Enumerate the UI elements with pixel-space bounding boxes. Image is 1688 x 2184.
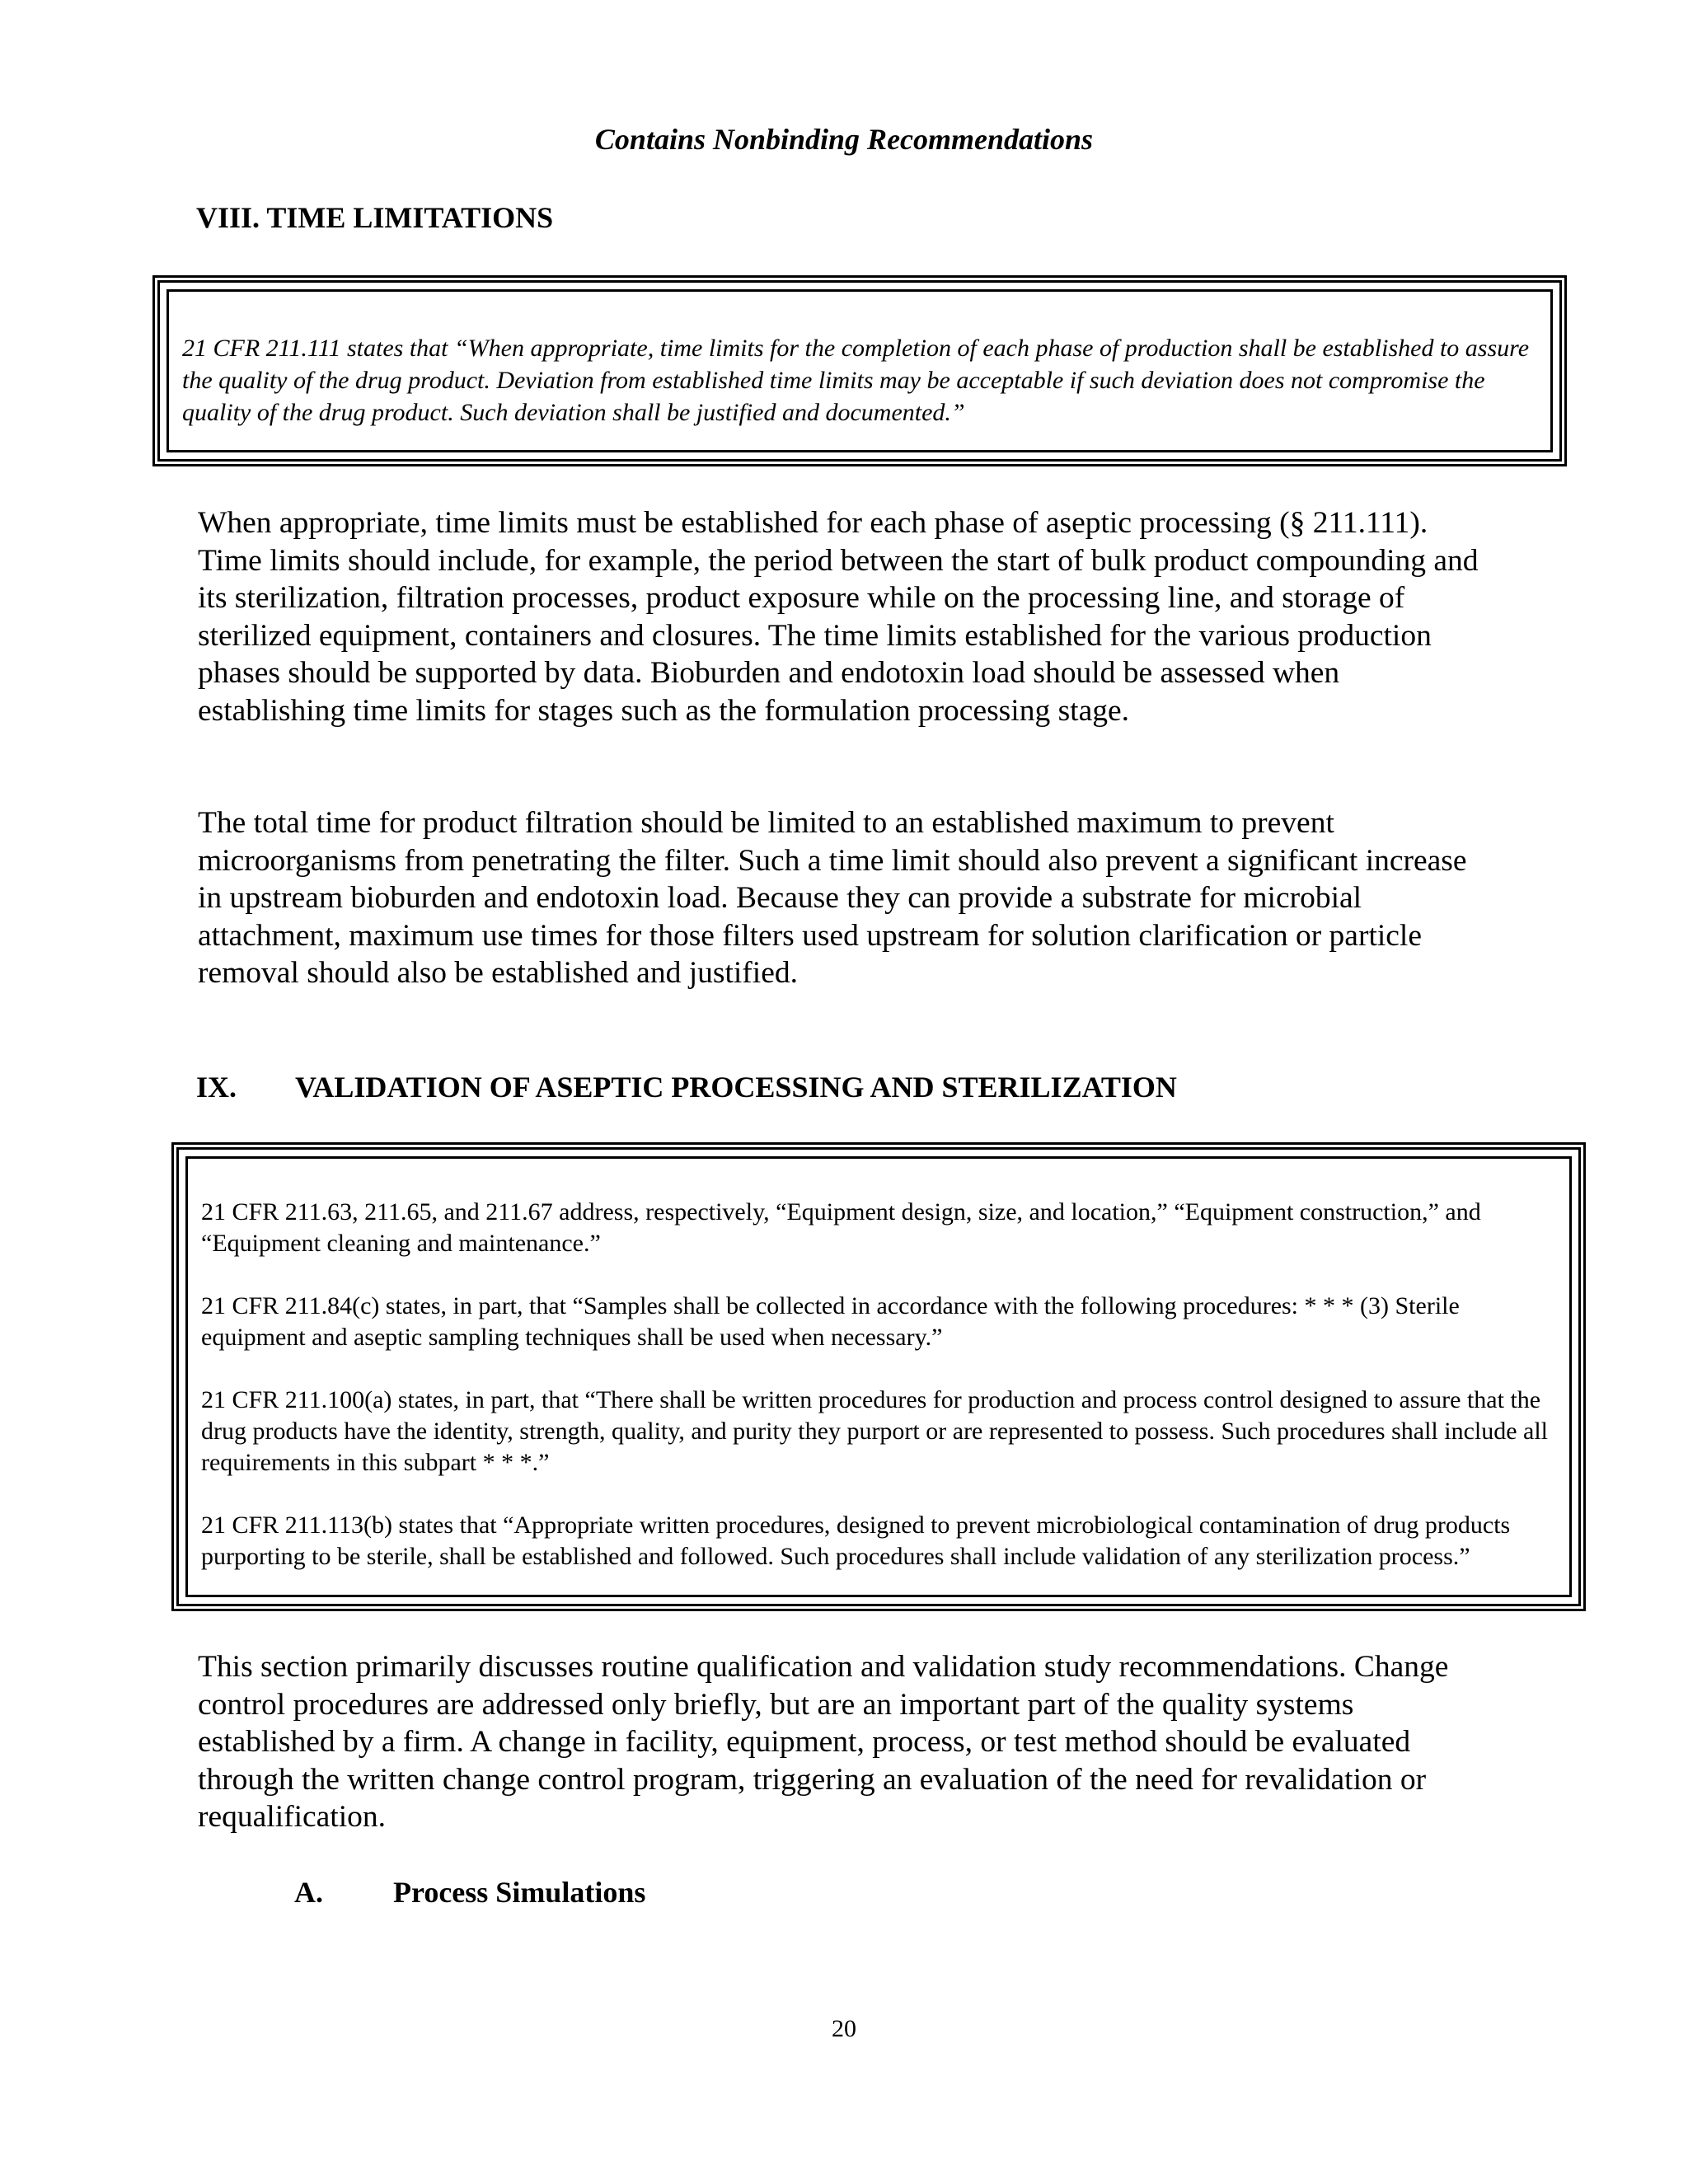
regulation-text-211-111: 21 CFR 211.111 states that “When appropriate, time limits for the completion of each phase of production shall be established to assure the quality of the drug product. Deviation from established time limits may be acceptable if such deviation does not compromise the quality of the drug product. Such deviation shall be justified and documented.” bbox=[182, 335, 1530, 426]
section-viii-heading: VIII. TIME LIMITATIONS bbox=[196, 201, 554, 234]
regulation-box-time-limitations bbox=[152, 275, 1567, 466]
body-paragraph-change-control: This section primarily discusses routine qualification and validation study recommendations. Change control procedures are addressed only briefly, but are an important part of the quality systems established by a firm. A change in facility, equipment, process, or test method should be evaluated through the written change control program, triggering an evaluation of the need for revalidation or requalification. bbox=[198, 1650, 1449, 1834]
nonbinding-recommendations-header: Contains Nonbinding Recommendations bbox=[594, 123, 1094, 156]
regulation-text-211-100: 21 CFR 211.100(a) states, in part, that “There shall be written procedures for production and process control designed to assure that the drug products have the identity, strength, quality, and purity they purport or are represented to possess. Such procedures shall include all requirements in this subpart * * *.” bbox=[201, 1386, 1549, 1476]
section-ix-title: VALIDATION OF ASEPTIC PROCESSING AND STERILIZATION bbox=[295, 1071, 1177, 1104]
regulation-text-211-84: 21 CFR 211.84(c) states, in part, that “Samples shall be collected in accordance with the following procedures: * * * (3) Sterile equipment and aseptic sampling techniques shall be used when necessary.” bbox=[201, 1292, 1460, 1351]
page-number: 20 bbox=[832, 2015, 856, 2042]
subsection-a-heading bbox=[294, 1875, 645, 1910]
subsection-a-title: Process Simulations bbox=[393, 1876, 646, 1909]
regulation-box-validation bbox=[171, 1142, 1586, 1611]
section-ix-heading bbox=[196, 1070, 1177, 1104]
body-paragraph-filtration-time: The total time for product filtration should be limited to an established maximum to prevent microorganisms from penetrating the filter. Such a time limit should also prevent a significant increase in upstream bioburden and endotoxin load. Because they can provide a substrate for microbial attachment, maximum use times for those filters used upstream for solution clarification or particle removal should also be established and justified. bbox=[198, 806, 1467, 990]
section-ix-number: IX. bbox=[196, 1071, 237, 1104]
body-paragraph-time-limits: When appropriate, time limits must be established for each phase of aseptic processing (§ 211.111). Time limits should include, for example, the period between the start of bulk product compounding and its sterilization, filtration processes, product exposure while on the processing line, and storage of sterilized equipment, containers and closures. The time limits established for the various production phases should be supported by data. Bioburden and endotoxin load should be assessed when establishing time limits for stages such as the formulation processing stage. bbox=[198, 506, 1479, 728]
regulation-text-211-113: 21 CFR 211.113(b) states that “Appropriate written procedures, designed to prevent microbiological contamination of drug products purporting to be sterile, shall be established and followed. Such procedures shall include validation of any sterilization process.” bbox=[201, 1511, 1511, 1570]
subsection-a-number: A. bbox=[294, 1876, 323, 1909]
regulation-text-211-63: 21 CFR 211.63, 211.65, and 211.67 address, respectively, “Equipment design, size, and location,” “Equipment construction,” and “Equipment cleaning and maintenance.” bbox=[201, 1198, 1481, 1257]
